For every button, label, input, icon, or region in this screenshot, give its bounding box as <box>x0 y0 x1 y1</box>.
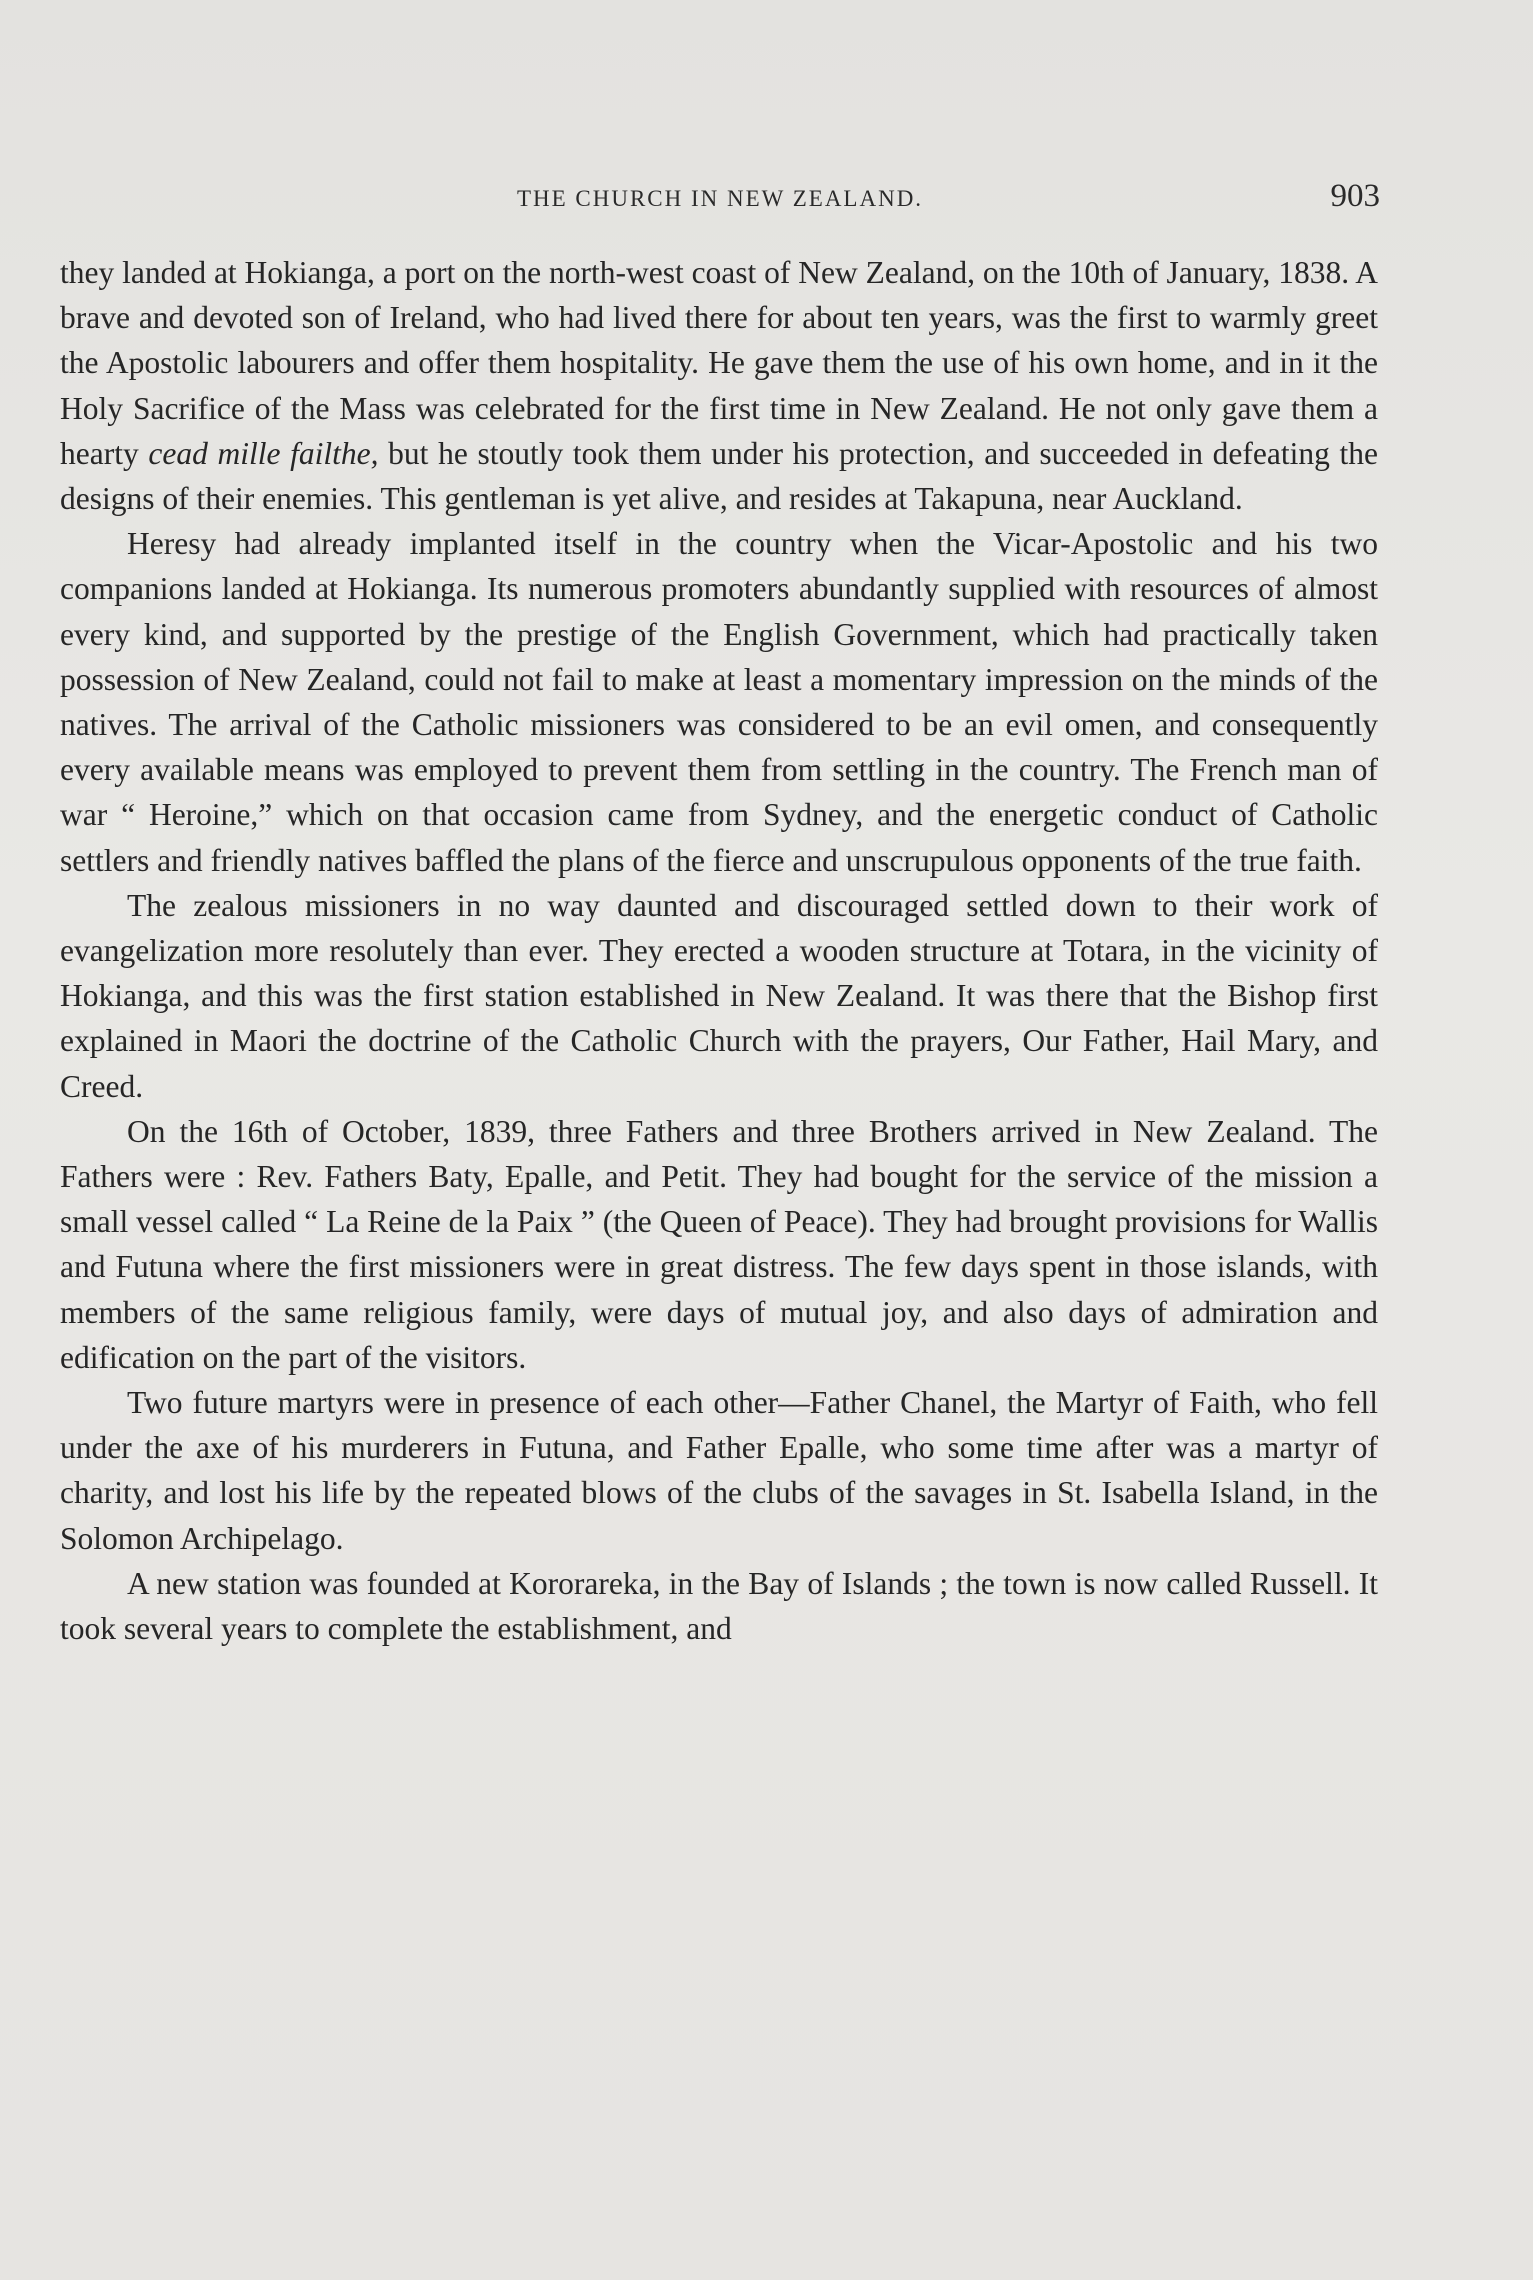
body-text <box>60 250 1378 1651</box>
paragraph-1 <box>60 250 1378 521</box>
page-header <box>60 178 1380 228</box>
running-title: THE CHURCH IN NEW ZEALAND. <box>516 186 924 211</box>
paragraph-4: On the 16th of October, 1839, three Fathers and three Brothers arrived in New Zealand. The Fathers were : Rev. Fathers Baty, Epalle, and Petit. They had bought for the service of the mission a small vessel called “ La Reine de la Paix ” (the Queen of Peace). They had brought provisions for Wallis and Futuna where the first missioners were in great distress. The few days spent in those islands, with members of the same religious family, were days of mutual joy, and also days of admiration and edification on the part of the visitors. <box>60 1113 1378 1375</box>
paragraph-5: Two future martyrs were in presence of each other—Father Chanel, the Martyr of Faith, who fell under the axe of his murderers in Futuna, and Father Epalle, who some time after was a martyr of charity, and lost his life by the repeated blows of the clubs of the savages in St. Isabella Island, in the Solomon Archipelago. <box>60 1385 1378 1556</box>
paragraph-6: A new station was founded at Kororareka, in the Bay of Islands ; the town is now called Russell. It took several years to complete the establishment, and <box>60 1565 1378 1647</box>
page-number: 903 <box>1330 178 1380 214</box>
italic-phrase: cead mille failthe, <box>148 435 379 471</box>
paragraph-2: Heresy had already implanted itself in the country when the Vicar-Apostolic and his two companions landed at Hokianga. Its numerous promoters abundantly supplied with resources of almost every kind, and supported by the prestige of the English Government, which had practically taken possession of New Zealand, could not fail to make at least a momentary impression on the minds of the natives. The arrival of the Catholic missioners was considered to be an evil omen, and consequently every available means was employed to prevent them from settling in the country. The French man of war “ Heroine,” which on that occasion came from Sydney, and the energetic conduct of Catholic settlers and friendly natives baffled the plans of the fierce and unscrupulous opponents of the true faith. <box>60 526 1378 878</box>
paragraph-1-end: but he stoutly took them under his protection, and succeeded in defeating the designs of their enemies. This gentleman is yet alive, and resides at Takapuna, near Auckland. <box>60 435 1378 517</box>
paragraph-1-start: they landed at Hokianga, a port on the north-west coast of New Zealand, on the 10th of January, 1838. A brave and devoted son of Ireland, who had lived there for about ten years, was the first to warmly greet the Apostolic labourers and offer them hospitality. He gave them the use of his own home, and in it the Holy Sacrifice of the Mass was celebrated for the first time in New Zealand. He not only gave them a hearty <box>60 255 1378 471</box>
paragraph-3: The zealous missioners in no way daunted and discouraged settled down to their work of evangelization more resolutely than ever. They erected a wooden structure at Totara, in the vicinity of Hokianga, and this was the first station established in New Zealand. It was there that the Bishop first explained in Maori the doctrine of the Catholic Church with the prayers, Our Father, Hail Mary, and Creed. <box>60 887 1378 1104</box>
